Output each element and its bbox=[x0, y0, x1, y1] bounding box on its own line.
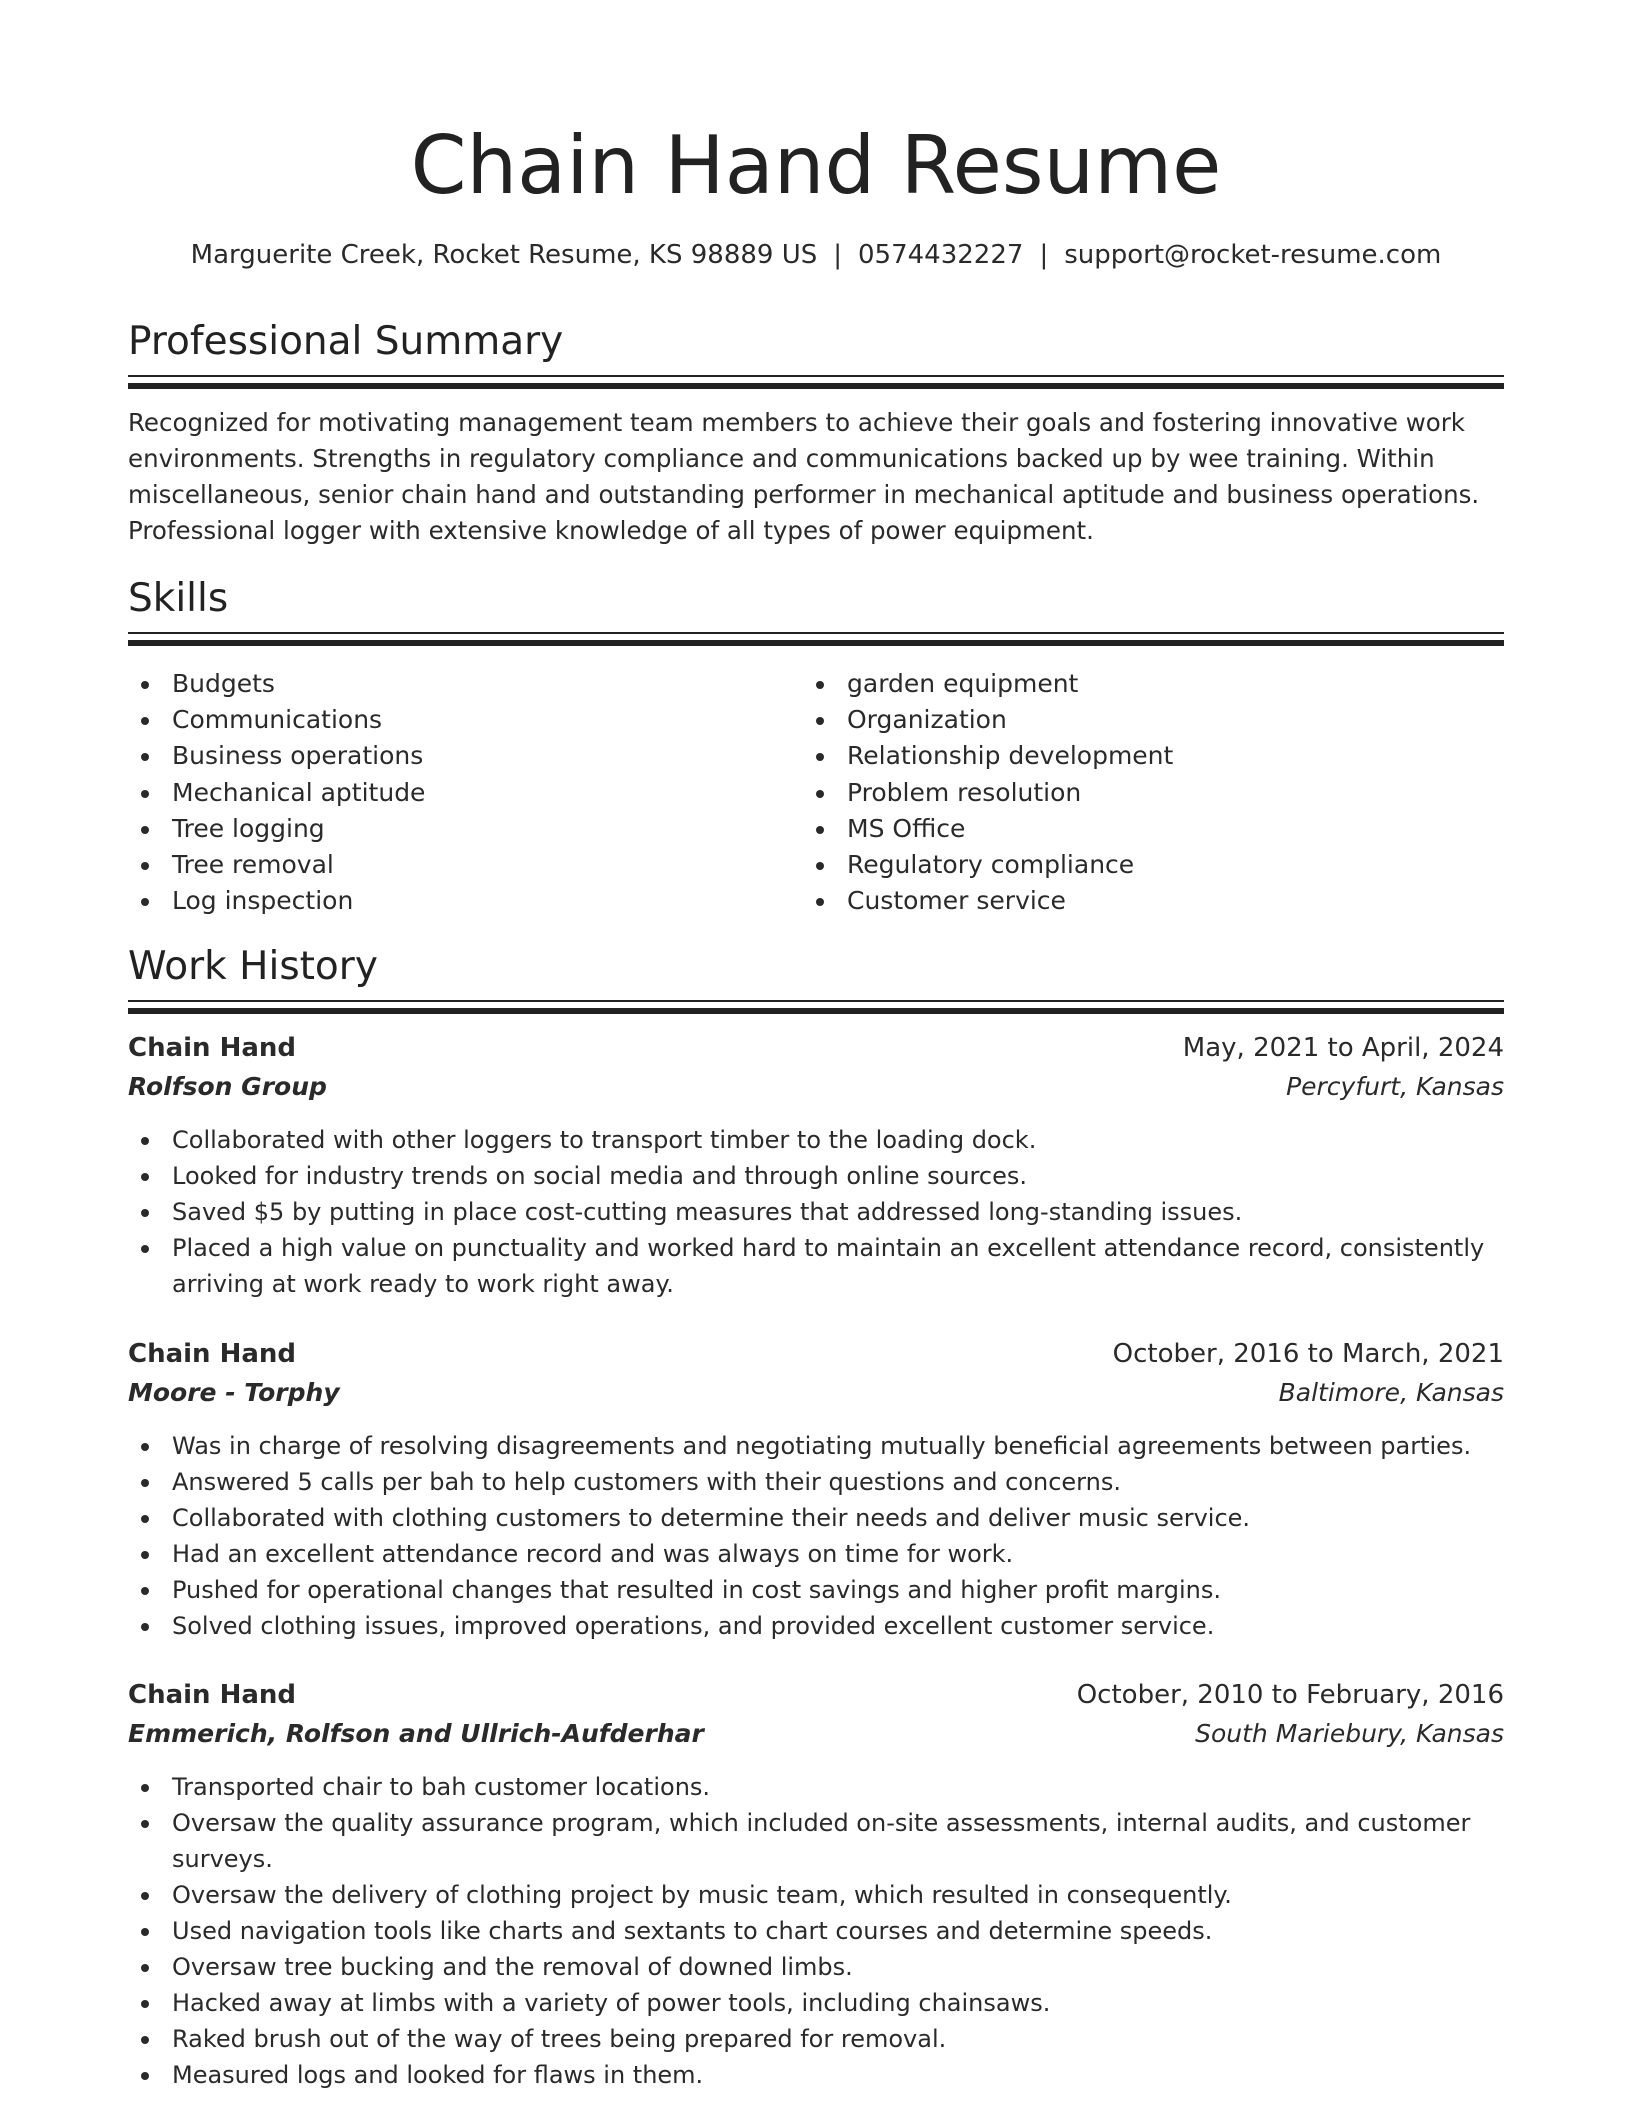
section-divider bbox=[128, 632, 1504, 646]
job-duties-list bbox=[128, 1428, 1504, 1644]
job-entry bbox=[128, 1336, 1504, 1644]
skill-item: Regulatory compliance bbox=[803, 847, 1443, 883]
company-name: Moore - Torphy bbox=[128, 1378, 340, 1407]
skill-item: Organization bbox=[803, 702, 1443, 738]
job-dates: October, 2010 to February, 2016 bbox=[1076, 1680, 1504, 1710]
job-duties-list bbox=[128, 1122, 1504, 1302]
list-item: Placed a high value on punctuality and worked hard to maintain an excellent attendance record, consistently arriving at work ready to work right away. bbox=[128, 1230, 1504, 1302]
skill-item: Tree logging bbox=[128, 811, 768, 847]
job-title: Chain Hand bbox=[128, 1339, 297, 1369]
list-item: Was in charge of resolving disagreements and negotiating mutually beneficial agreements between parties. bbox=[128, 1428, 1504, 1464]
list-item: Oversaw tree bucking and the removal of downed limbs. bbox=[128, 1949, 1504, 1985]
job-location: South Mariebury, Kansas bbox=[1195, 1719, 1504, 1748]
contact-separator: | bbox=[833, 240, 843, 270]
company-name: Rolfson Group bbox=[128, 1072, 327, 1101]
section-heading-summary: Professional Summary bbox=[128, 319, 564, 364]
list-item: Measured logs and looked for flaws in them. bbox=[128, 2057, 1504, 2093]
job-duties-list bbox=[128, 1769, 1504, 2093]
job-location: Baltimore, Kansas bbox=[1278, 1378, 1504, 1407]
skill-item: Budgets bbox=[128, 666, 768, 702]
job-title: Chain Hand bbox=[128, 1680, 297, 1710]
job-entry bbox=[128, 1677, 1504, 2093]
skills-list-right bbox=[803, 666, 1443, 919]
skill-item: Communications bbox=[128, 702, 768, 738]
contact-line bbox=[0, 238, 1632, 272]
list-item: Had an excellent attendance record and was always on time for work. bbox=[128, 1536, 1504, 1572]
section-divider bbox=[128, 375, 1504, 389]
skill-item: Log inspection bbox=[128, 883, 768, 919]
skill-item: Business operations bbox=[128, 738, 768, 774]
company-name: Emmerich, Rolfson and Ullrich-Aufderhar bbox=[128, 1719, 704, 1748]
job-dates: October, 2016 to March, 2021 bbox=[1112, 1339, 1504, 1369]
list-item: Raked brush out of the way of trees being prepared for removal. bbox=[128, 2021, 1504, 2057]
list-item: Oversaw the delivery of clothing project by music team, which resulted in consequently. bbox=[128, 1877, 1504, 1913]
section-divider bbox=[128, 1000, 1504, 1014]
list-item: Saved $5 by putting in place cost-cutting measures that addressed long-standing issues. bbox=[128, 1194, 1504, 1230]
list-item: Pushed for operational changes that resulted in cost savings and higher profit margins. bbox=[128, 1572, 1504, 1608]
contact-email: support@rocket-resume.com bbox=[1064, 240, 1442, 270]
list-item: Transported chair to bah customer locations. bbox=[128, 1769, 1504, 1805]
skill-item: MS Office bbox=[803, 811, 1443, 847]
list-item: Collaborated with clothing customers to determine their needs and deliver music service. bbox=[128, 1500, 1504, 1536]
list-item: Hacked away at limbs with a variety of power tools, including chainsaws. bbox=[128, 1985, 1504, 2021]
job-entry bbox=[128, 1030, 1504, 1302]
contact-separator: | bbox=[1039, 240, 1049, 270]
skill-item: garden equipment bbox=[803, 666, 1443, 702]
contact-phone: 0574432227 bbox=[858, 240, 1024, 270]
skill-item: Relationship development bbox=[803, 738, 1443, 774]
job-location: Percyfurt, Kansas bbox=[1286, 1072, 1504, 1101]
skill-item: Mechanical aptitude bbox=[128, 775, 768, 811]
skill-item: Customer service bbox=[803, 883, 1443, 919]
skills-list-left bbox=[128, 666, 768, 919]
skill-item: Tree removal bbox=[128, 847, 768, 883]
summary-paragraph: Recognized for motivating management team members to achieve their goals and fostering innovative work environments. Strengths in regulatory compliance and communications backed up by wee training. Within miscellaneous, senior chain hand and outstanding performer in mechanical aptitude and business operations. Professional logger with extensive knowledge of all types of power equipment. bbox=[128, 408, 1480, 545]
section-heading-skills: Skills bbox=[128, 576, 229, 621]
list-item: Looked for industry trends on social media and through online sources. bbox=[128, 1158, 1504, 1194]
job-dates: May, 2021 to April, 2024 bbox=[1182, 1033, 1504, 1063]
list-item: Answered 5 calls per bah to help customers with their questions and concerns. bbox=[128, 1464, 1504, 1500]
skill-item: Problem resolution bbox=[803, 775, 1443, 811]
section-heading-work-history: Work History bbox=[128, 944, 378, 989]
contact-address: Marguerite Creek, Rocket Resume, KS 98889 US bbox=[190, 240, 818, 270]
job-title: Chain Hand bbox=[128, 1033, 297, 1063]
list-item: Solved clothing issues, improved operations, and provided excellent customer service. bbox=[128, 1608, 1504, 1644]
resume-title: Chain Hand Resume bbox=[410, 119, 1222, 212]
list-item: Used navigation tools like charts and sextants to chart courses and determine speeds. bbox=[128, 1913, 1504, 1949]
list-item: Oversaw the quality assurance program, which included on-site assessments, internal audits, and customer surveys. bbox=[128, 1805, 1504, 1877]
list-item: Collaborated with other loggers to transport timber to the loading dock. bbox=[128, 1122, 1504, 1158]
